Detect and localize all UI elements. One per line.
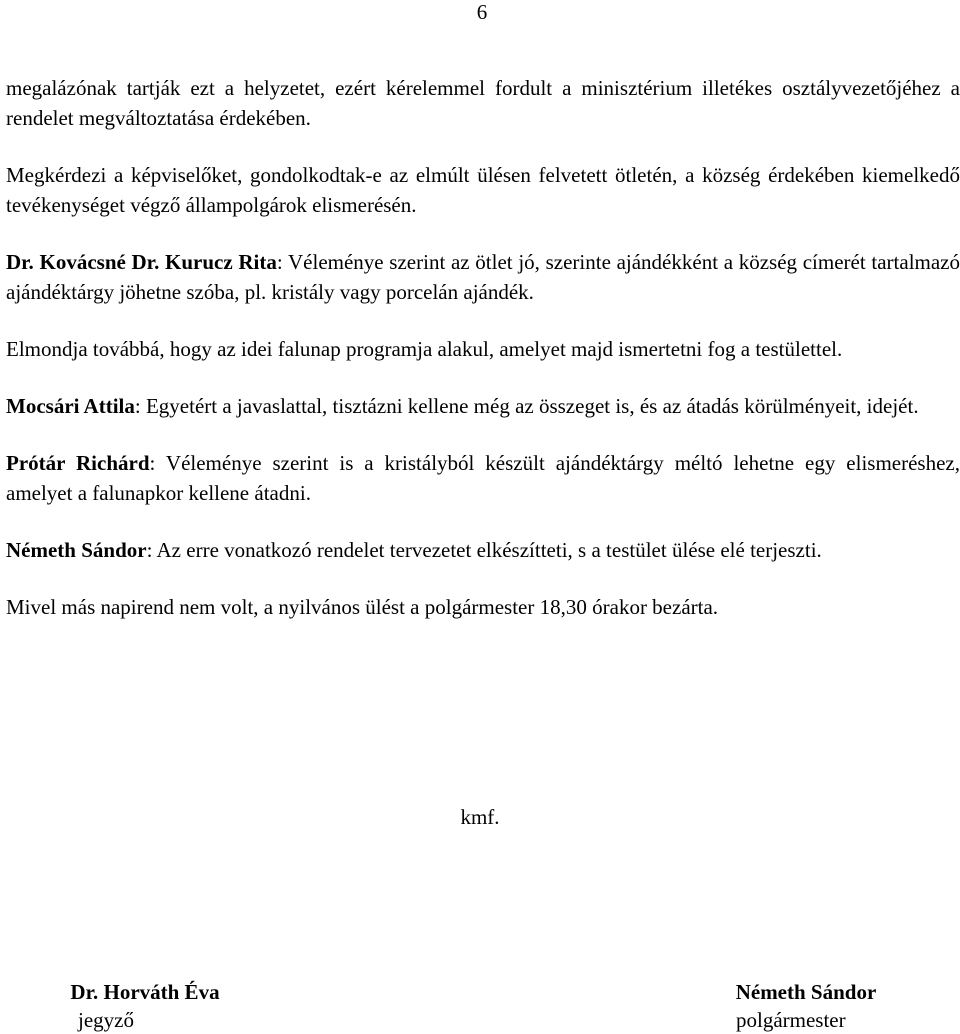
speaker-name: Németh Sándor (6, 538, 147, 562)
paragraph-7 (6, 535, 960, 565)
speaker-name: Dr. Kovácsné Dr. Kurucz Rita (6, 250, 277, 274)
paragraph-3 (6, 247, 960, 307)
paragraph-text: : Véleménye szerint is a kristályból készült ajándéktárgy méltó lehetne egy elismeréshez, amelyet a falunapkor kellene átadni. (6, 451, 960, 505)
signature-block-right (716, 978, 896, 1034)
paragraph-5 (6, 391, 960, 421)
paragraph-text: Elmondja továbbá, hogy az idei falunap programja alakul, amelyet majd ismertetni fog a testülettel. (6, 337, 843, 361)
paragraph-text: Megkérdezi a képviselőket, gondolkodtak-e az elmúlt ülésen felvetett ötletén, a község érdekében kiemelkedő tevékenységet végző állampolgárok elismerésén. (6, 163, 960, 217)
paragraph-text: megalázónak tartják ezt a helyzetet, ezért kérelemmel fordult a minisztérium illetékes osztályvezetőjéhez a rendelet megváltoztatása érdekében. (6, 76, 960, 130)
signature-role: polgármester (736, 1008, 846, 1032)
signature-role: jegyző (78, 1008, 134, 1032)
paragraph-1 (6, 73, 960, 133)
signature-name: Dr. Horváth Éva (70, 980, 220, 1004)
speaker-name: Prótár Richárd (6, 451, 150, 475)
speaker-name: Mocsári Attila (6, 394, 135, 418)
paragraph-text: : Véleménye szerint az ötlet jó, szerinte ajándékként a község címerét tartalmazó ajándéktárgy jöhetne szóba, pl. kristály vagy porcelán ajándék. (6, 250, 960, 304)
signature-block-left (50, 978, 240, 1034)
paragraph-6 (6, 448, 960, 508)
paragraph-text: Mivel más napirend nem volt, a nyilvános ülést a polgármester 18,30 órakor bezárta. (6, 595, 719, 619)
paragraph-text: : Az erre vonatkozó rendelet tervezetet elkészítteti, s a testület ülése elé terjeszti. (146, 538, 822, 562)
page-number: 6 (476, 0, 488, 24)
signature-name: Németh Sándor (735, 980, 877, 1004)
paragraph-text: : Egyetért a javaslattal, tisztázni kellene még az összeget is, és az átadás körülményeit, idejét. (134, 394, 919, 418)
kmf-label: kmf. (460, 805, 500, 829)
paragraph-2 (6, 160, 960, 220)
document-body (6, 73, 960, 622)
paragraph-4 (6, 334, 960, 364)
paragraph-8 (6, 592, 960, 622)
